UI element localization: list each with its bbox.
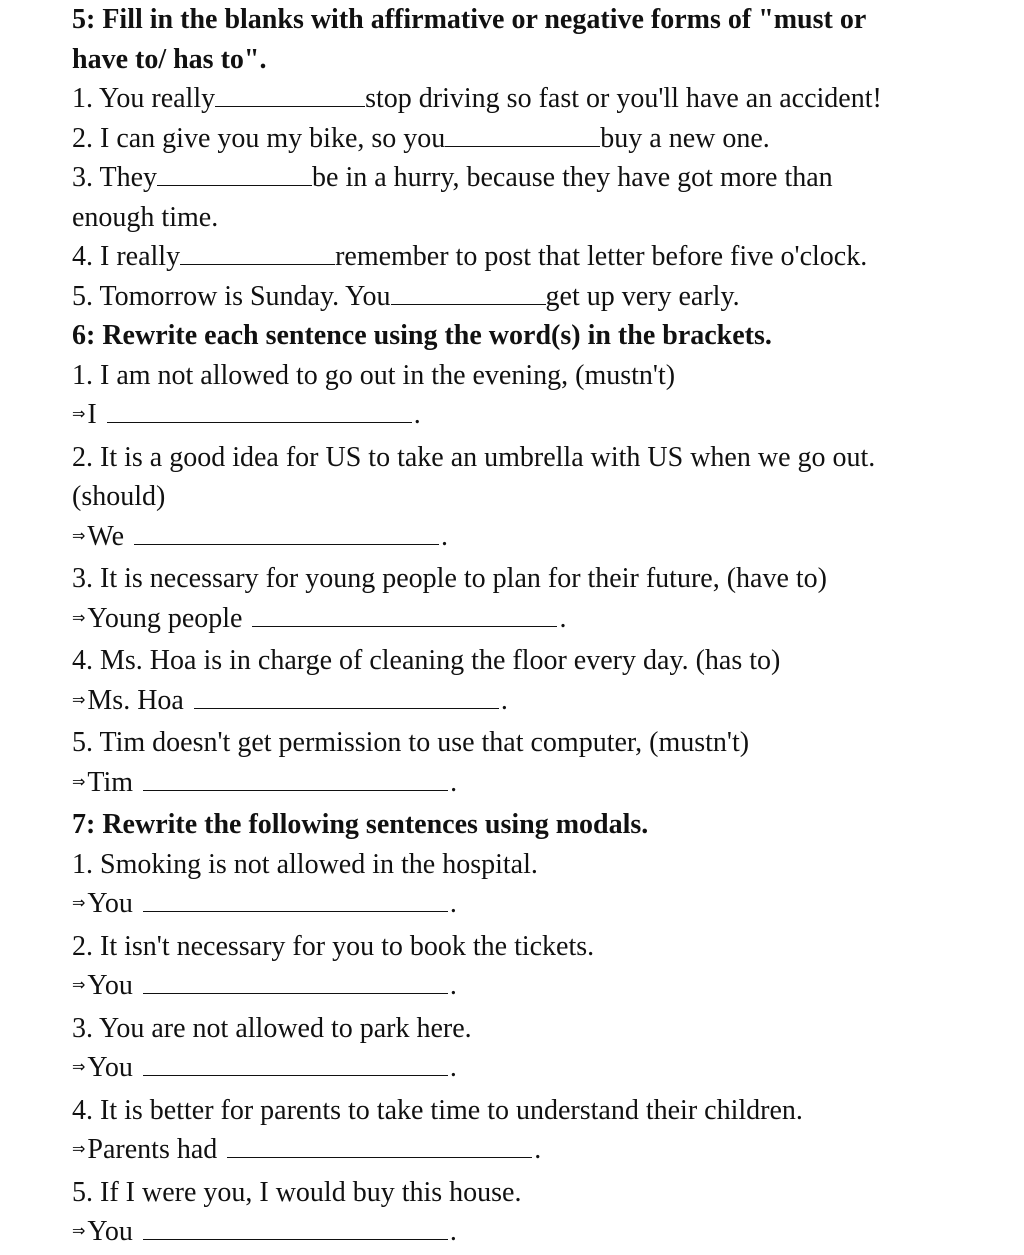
ex5-q1-after: stop driving so fast or you'll have an accident! [365, 83, 882, 114]
ex6-a5-prefix: Tim [87, 766, 134, 798]
ex7-a3-prefix: You [87, 1052, 133, 1083]
ex6-question-5: 5. Tim doesn't get permission to use that computer, (mustn't) [72, 727, 750, 758]
ex6-question-2-line1: 2. It is a good idea for US to take an umbrella with US when we go out. [72, 441, 876, 473]
ex7-a2-blank [143, 969, 448, 994]
ex6-answer-1 [72, 395, 984, 438]
ex6-a2-blank [134, 520, 439, 545]
ex7-question-3: 3. You are not allowed to park here. [72, 1012, 472, 1044]
ex6-question-2-line2: (should) [72, 481, 166, 512]
ex5-q5-after: get up very early. [545, 280, 740, 312]
ex5-q4-before: 4. I really [72, 241, 181, 272]
ex5-question-2 [72, 119, 984, 159]
ex7-question-4: 4. It is better for parents to take time to understand their children. [72, 1094, 803, 1126]
ex7-a3-blank [143, 1051, 448, 1076]
ex5-question-1 [72, 79, 984, 119]
ex7-question-2: 2. It isn't necessary for you to book the tickets. [72, 930, 595, 962]
ex5-q5-before: 5. Tomorrow is Sunday. You [72, 280, 391, 312]
ex5-q3-after: be in a hurry, because they have got more than [312, 162, 833, 193]
ex6-answer-2 [72, 517, 984, 560]
arrow-icon: ⇒ [72, 689, 86, 709]
ex5-question-3 [72, 158, 984, 198]
arrow-icon: ⇒ [72, 975, 86, 994]
period: . [441, 520, 449, 552]
ex7-a2-prefix: You [87, 970, 133, 1001]
ex7-a5-prefix: You [87, 1216, 133, 1247]
ex7-question-5: 5. If I were you, I would buy this house. [72, 1176, 522, 1208]
ex7-a1-prefix: You [87, 888, 133, 919]
period: . [450, 766, 458, 798]
arrow-icon: ⇒ [72, 1139, 86, 1158]
ex5-question-3-cont: enough time. [72, 201, 219, 233]
ex6-answer-5 [72, 763, 984, 806]
arrow-icon: ⇒ [72, 1057, 86, 1076]
ex7-answer-2 [72, 966, 984, 1009]
ex5-title-line1: 5: Fill in the blanks with affirmative or negative forms of "must or [72, 4, 867, 35]
arrow-icon: ⇒ [72, 404, 86, 423]
ex6-a1-prefix: I [87, 399, 97, 430]
ex5-title-line2: have to/ has to". [72, 43, 267, 75]
ex6-answer-3 [72, 599, 984, 642]
ex5-q2-after: buy a new one. [600, 122, 770, 154]
arrow-icon: ⇒ [72, 893, 86, 912]
ex7-answer-3 [72, 1048, 984, 1091]
period: . [559, 602, 567, 634]
period: . [413, 399, 421, 430]
ex6-question-4: 4. Ms. Hoa is in charge of cleaning the floor every day. (has to) [72, 645, 781, 676]
ex7-a1-blank [143, 887, 448, 912]
ex5-q5-blank [391, 280, 546, 305]
arrow-icon: ⇒ [72, 1221, 86, 1240]
ex7-answer-5 [72, 1212, 984, 1255]
ex5-question-5 [72, 277, 984, 317]
ex6-a3-blank [252, 602, 557, 627]
ex7-answer-1 [72, 884, 984, 927]
ex5-q2-blank [445, 122, 600, 147]
arrow-icon: ⇒ [72, 607, 86, 627]
ex7-a4-blank [227, 1133, 532, 1158]
arrow-icon: ⇒ [72, 525, 86, 545]
ex5-q1-before: 1. You really [72, 83, 216, 114]
ex6-a5-blank [143, 766, 448, 791]
ex7-title: 7: Rewrite the following sentences using modals. [72, 809, 649, 840]
period: . [449, 1216, 457, 1247]
ex6-a4-prefix: Ms. Hoa [87, 684, 184, 716]
ex6-a2-prefix: We [87, 520, 125, 552]
ex5-q4-blank [180, 240, 335, 265]
ex6-question-3: 3. It is necessary for young people to plan for their future, (have to) [72, 563, 827, 594]
period: . [534, 1134, 542, 1165]
ex7-answer-4 [72, 1130, 984, 1173]
period: . [449, 1052, 457, 1083]
ex5-q3-before: 3. They [72, 162, 158, 193]
ex7-question-1: 1. Smoking is not allowed in the hospital. [72, 848, 538, 880]
ex6-a4-blank [194, 684, 499, 709]
ex6-a3-prefix: Young people [87, 602, 243, 634]
ex7-a4-prefix: Parents had [87, 1134, 218, 1165]
ex6-question-1: 1. I am not allowed to go out in the evening, (mustn't) [72, 359, 676, 391]
ex6-title: 6: Rewrite each sentence using the word(s) in the brackets. [72, 320, 772, 351]
ex6-a1-blank [107, 398, 412, 423]
ex5-q4-after: remember to post that letter before five o'clock. [335, 241, 868, 272]
ex5-question-4 [72, 237, 984, 277]
ex7-a5-blank [143, 1215, 448, 1240]
ex5-q3-blank [157, 161, 312, 186]
period: . [449, 888, 457, 919]
arrow-icon: ⇒ [72, 771, 86, 791]
period: . [500, 684, 508, 716]
ex5-q1-blank [215, 82, 365, 107]
ex5-q2-before: 2. I can give you my bike, so you [72, 122, 446, 154]
period: . [449, 970, 457, 1001]
ex6-answer-4 [72, 681, 984, 724]
